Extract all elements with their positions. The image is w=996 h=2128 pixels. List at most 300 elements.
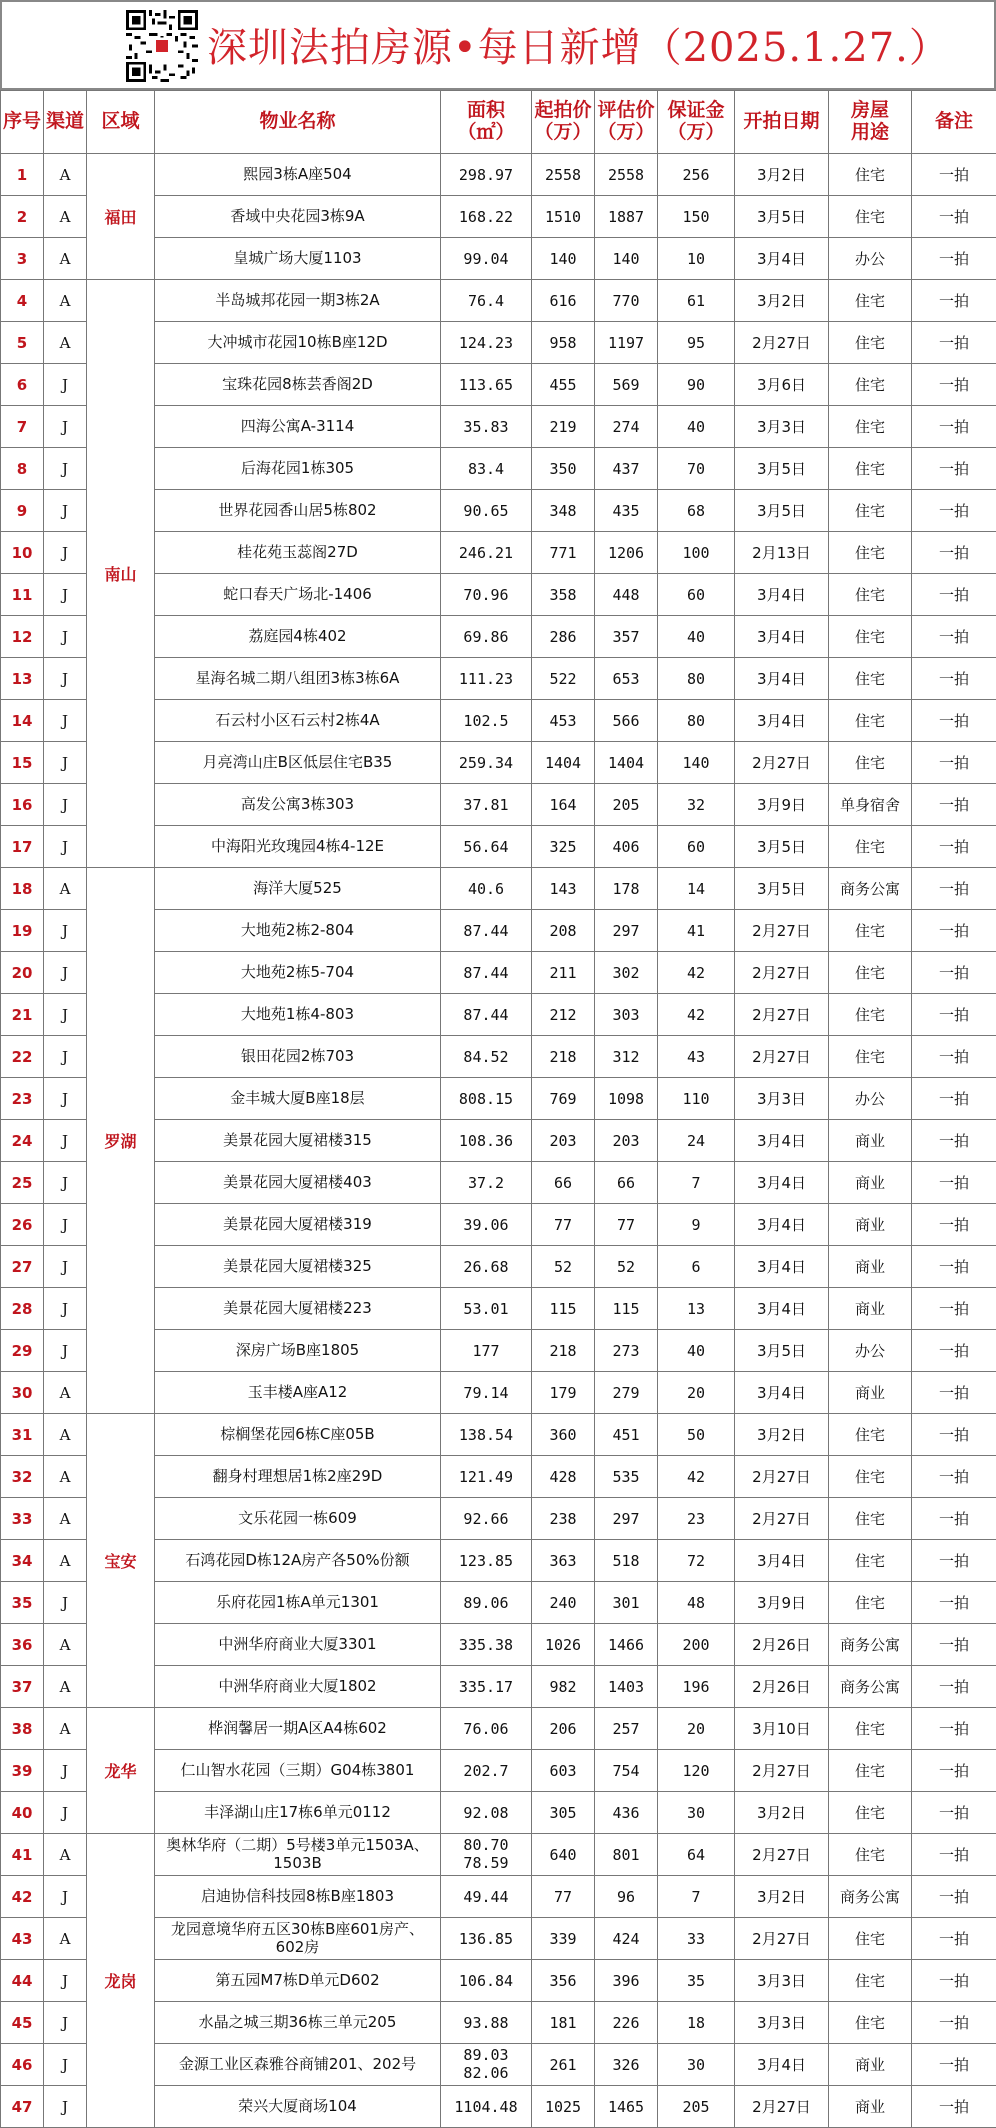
area-cell: 39.06 (441, 1204, 532, 1246)
use-cell: 住宅 (829, 700, 912, 742)
note-cell: 一拍 (912, 1288, 996, 1330)
date-cell: 3月2日 (735, 1876, 829, 1918)
area-cell: 106.84 (441, 1960, 532, 2002)
eval-price-cell: 302 (595, 952, 658, 994)
deposit-cell: 40 (658, 1330, 735, 1372)
note-cell: 一拍 (912, 2044, 996, 2086)
channel-cell: J (44, 910, 87, 952)
property-name-cell: 第五园M7栋D单元D602 (155, 1960, 441, 2002)
seq-cell: 46 (1, 2044, 44, 2086)
property-name-cell: 美景花园大厦裙楼403 (155, 1162, 441, 1204)
eval-price-cell: 66 (595, 1162, 658, 1204)
note-cell: 一拍 (912, 1876, 996, 1918)
header-channel: 渠道 (44, 91, 87, 154)
eval-price-cell: 801 (595, 1834, 658, 1876)
seq-cell: 5 (1, 322, 44, 364)
eval-price-cell: 226 (595, 2002, 658, 2044)
date-cell: 3月4日 (735, 1246, 829, 1288)
start-price-cell: 771 (532, 532, 595, 574)
note-cell: 一拍 (912, 742, 996, 784)
date-cell: 3月3日 (735, 1078, 829, 1120)
eval-price-cell: 274 (595, 406, 658, 448)
eval-price-cell: 140 (595, 238, 658, 280)
date-cell: 3月5日 (735, 490, 829, 532)
start-price-cell: 325 (532, 826, 595, 868)
date-cell: 2月27日 (735, 952, 829, 994)
deposit-cell: 42 (658, 994, 735, 1036)
channel-cell: J (44, 1750, 87, 1792)
property-name-cell: 大地苑2栋2-804 (155, 910, 441, 952)
channel-cell: A (44, 1834, 87, 1876)
area-cell: 70.96 (441, 574, 532, 616)
header-use (829, 91, 912, 154)
header-use-line2: 用途 (829, 122, 911, 144)
area-cell: 177 (441, 1330, 532, 1372)
eval-price-cell: 312 (595, 1036, 658, 1078)
date-cell: 3月2日 (735, 1414, 829, 1456)
property-name-cell: 桦润馨居一期A区A4栋602 (155, 1708, 441, 1750)
channel-cell: A (44, 868, 87, 910)
start-price-cell: 52 (532, 1246, 595, 1288)
start-price-cell: 958 (532, 322, 595, 364)
date-cell: 2月27日 (735, 910, 829, 952)
use-cell: 商业 (829, 1120, 912, 1162)
property-name-cell: 翻身村理想居1栋2座29D (155, 1456, 441, 1498)
use-cell: 住宅 (829, 1456, 912, 1498)
eval-price-cell: 448 (595, 574, 658, 616)
area-cell: 93.88 (441, 2002, 532, 2044)
start-price-cell: 211 (532, 952, 595, 994)
table-body (1, 154, 996, 2128)
seq-cell: 44 (1, 1960, 44, 2002)
area-cell: 89.06 (441, 1582, 532, 1624)
use-cell: 住宅 (829, 574, 912, 616)
deposit-cell: 41 (658, 910, 735, 952)
start-price-cell: 203 (532, 1120, 595, 1162)
use-cell: 住宅 (829, 826, 912, 868)
region-cell: 罗湖 (87, 868, 155, 1414)
date-cell: 3月4日 (735, 2044, 829, 2086)
area-cell: 168.22 (441, 196, 532, 238)
deposit-cell: 40 (658, 406, 735, 448)
seq-cell: 3 (1, 238, 44, 280)
property-name-cell: 中海阳光玫瑰园4栋4-12E (155, 826, 441, 868)
note-cell: 一拍 (912, 1708, 996, 1750)
deposit-cell: 20 (658, 1708, 735, 1750)
property-name-cell: 文乐花园一栋609 (155, 1498, 441, 1540)
date-cell: 3月2日 (735, 1792, 829, 1834)
eval-price-cell: 52 (595, 1246, 658, 1288)
listing-table (0, 90, 996, 2128)
property-name-cell: 乐府花园1栋A单元1301 (155, 1582, 441, 1624)
note-cell: 一拍 (912, 448, 996, 490)
date-cell: 2月27日 (735, 994, 829, 1036)
deposit-cell: 6 (658, 1246, 735, 1288)
table-row (1, 868, 996, 910)
note-cell: 一拍 (912, 1666, 996, 1708)
note-cell: 一拍 (912, 196, 996, 238)
property-name-cell: 大地苑2栋5-704 (155, 952, 441, 994)
date-cell: 2月27日 (735, 1498, 829, 1540)
header-deposit-line1: 保证金 (658, 100, 734, 122)
start-price-cell: 1510 (532, 196, 595, 238)
area-line2: 78.59 (441, 1855, 531, 1872)
region-cell: 南山 (87, 280, 155, 868)
eval-price-cell: 437 (595, 448, 658, 490)
date-cell: 2月27日 (735, 742, 829, 784)
property-name-cell: 桂花苑玉蕊阁27D (155, 532, 441, 574)
header-name: 物业名称 (155, 91, 441, 154)
eval-price-cell: 1403 (595, 1666, 658, 1708)
eval-price-cell: 1098 (595, 1078, 658, 1120)
start-price-cell: 363 (532, 1540, 595, 1582)
property-name-cell: 宝珠花园8栋芸香阁2D (155, 364, 441, 406)
area-cell: 83.4 (441, 448, 532, 490)
deposit-cell: 30 (658, 2044, 735, 2086)
use-cell: 商务公寓 (829, 868, 912, 910)
start-price-cell: 286 (532, 616, 595, 658)
seq-cell: 35 (1, 1582, 44, 1624)
channel-cell: A (44, 1666, 87, 1708)
use-cell: 商业 (829, 2044, 912, 2086)
deposit-cell: 60 (658, 574, 735, 616)
channel-cell: J (44, 994, 87, 1036)
seq-cell: 42 (1, 1876, 44, 1918)
date-cell: 3月3日 (735, 406, 829, 448)
property-name-cell: 大地苑1栋4-803 (155, 994, 441, 1036)
date-cell: 3月4日 (735, 1288, 829, 1330)
note-cell: 一拍 (912, 364, 996, 406)
area-cell: 102.5 (441, 700, 532, 742)
table-row (1, 1414, 996, 1456)
date-cell: 3月4日 (735, 616, 829, 658)
deposit-cell: 200 (658, 1624, 735, 1666)
deposit-cell: 23 (658, 1498, 735, 1540)
header-eval-line2: （万） (595, 122, 657, 144)
property-name-cell: 美景花园大厦裙楼223 (155, 1288, 441, 1330)
property-name-cell: 蛇口春天广场北-1406 (155, 574, 441, 616)
area-cell: 69.86 (441, 616, 532, 658)
use-cell: 住宅 (829, 448, 912, 490)
date-cell: 2月27日 (735, 1456, 829, 1498)
note-cell: 一拍 (912, 1246, 996, 1288)
eval-price-cell: 436 (595, 1792, 658, 1834)
seq-cell: 9 (1, 490, 44, 532)
seq-cell: 21 (1, 994, 44, 1036)
header-deposit-line2: （万） (658, 122, 734, 144)
area-cell: 84.52 (441, 1036, 532, 1078)
area-cell: 111.23 (441, 658, 532, 700)
deposit-cell: 7 (658, 1876, 735, 1918)
eval-price-cell: 396 (595, 1960, 658, 2002)
area-cell: 26.68 (441, 1246, 532, 1288)
channel-cell: J (44, 826, 87, 868)
header-eval-line1: 评估价 (595, 100, 657, 122)
seq-cell: 4 (1, 280, 44, 322)
eval-price-cell: 566 (595, 700, 658, 742)
area-cell: 808.15 (441, 1078, 532, 1120)
deposit-cell: 14 (658, 868, 735, 910)
property-name-cell: 石云村小区石云村2栋4A (155, 700, 441, 742)
deposit-cell: 95 (658, 322, 735, 364)
channel-cell: J (44, 490, 87, 532)
eval-price-cell: 406 (595, 826, 658, 868)
date-cell: 3月3日 (735, 1960, 829, 2002)
deposit-cell: 48 (658, 1582, 735, 1624)
note-cell: 一拍 (912, 952, 996, 994)
date-cell: 3月5日 (735, 826, 829, 868)
eval-price-cell: 653 (595, 658, 658, 700)
table-row (1, 154, 996, 196)
date-cell: 3月4日 (735, 1204, 829, 1246)
use-cell: 住宅 (829, 1834, 912, 1876)
use-cell: 住宅 (829, 322, 912, 364)
date-cell: 2月26日 (735, 1666, 829, 1708)
date-cell: 3月10日 (735, 1708, 829, 1750)
seq-cell: 27 (1, 1246, 44, 1288)
area-cell: 87.44 (441, 952, 532, 994)
deposit-cell: 9 (658, 1204, 735, 1246)
area-cell: 87.44 (441, 994, 532, 1036)
deposit-cell: 72 (658, 1540, 735, 1582)
note-cell: 一拍 (912, 238, 996, 280)
note-cell: 一拍 (912, 1204, 996, 1246)
channel-cell: J (44, 364, 87, 406)
note-cell: 一拍 (912, 1456, 996, 1498)
use-cell: 住宅 (829, 364, 912, 406)
area-cell: 335.17 (441, 1666, 532, 1708)
channel-cell: A (44, 1624, 87, 1666)
eval-price-cell: 1197 (595, 322, 658, 364)
property-name-cell: 大冲城市花园10栋B座12D (155, 322, 441, 364)
use-cell: 办公 (829, 238, 912, 280)
channel-cell: J (44, 1960, 87, 2002)
use-cell: 住宅 (829, 490, 912, 532)
area-cell: 259.34 (441, 742, 532, 784)
seq-cell: 22 (1, 1036, 44, 1078)
seq-cell: 19 (1, 910, 44, 952)
note-cell: 一拍 (912, 280, 996, 322)
channel-cell: J (44, 2044, 87, 2086)
header-area (441, 91, 532, 154)
channel-cell: A (44, 322, 87, 364)
use-cell: 住宅 (829, 952, 912, 994)
area-cell: 92.08 (441, 1792, 532, 1834)
date-cell: 2月27日 (735, 1036, 829, 1078)
seq-cell: 17 (1, 826, 44, 868)
use-cell: 住宅 (829, 1708, 912, 1750)
header (0, 0, 996, 90)
start-price-cell: 640 (532, 1834, 595, 1876)
deposit-cell: 90 (658, 364, 735, 406)
property-name-cell: 月亮湾山庄B区低层住宅B35 (155, 742, 441, 784)
area-cell: 138.54 (441, 1414, 532, 1456)
property-name-cell: 香域中央花园3栋9A (155, 196, 441, 238)
channel-cell: J (44, 574, 87, 616)
deposit-cell: 42 (658, 1456, 735, 1498)
use-cell: 商业 (829, 1162, 912, 1204)
start-price-cell: 218 (532, 1330, 595, 1372)
table-row (1, 1708, 996, 1750)
date-cell: 2月26日 (735, 1624, 829, 1666)
date-cell: 3月4日 (735, 700, 829, 742)
use-cell: 住宅 (829, 742, 912, 784)
channel-cell: A (44, 1372, 87, 1414)
deposit-cell: 13 (658, 1288, 735, 1330)
start-price-cell: 2558 (532, 154, 595, 196)
channel-cell: J (44, 2002, 87, 2044)
use-cell: 商务公寓 (829, 1666, 912, 1708)
channel-cell: J (44, 784, 87, 826)
date-cell: 3月4日 (735, 574, 829, 616)
eval-price-cell: 1465 (595, 2086, 658, 2128)
use-cell: 住宅 (829, 406, 912, 448)
eval-price-cell: 2558 (595, 154, 658, 196)
eval-price-cell: 297 (595, 1498, 658, 1540)
eval-price-cell: 535 (595, 1456, 658, 1498)
channel-cell: A (44, 1414, 87, 1456)
table-row (1, 280, 996, 322)
eval-price-cell: 301 (595, 1582, 658, 1624)
seq-cell: 14 (1, 700, 44, 742)
channel-cell: J (44, 2086, 87, 2128)
area-cell (441, 2044, 532, 2086)
eval-price-cell: 569 (595, 364, 658, 406)
property-name-line2: 1503B (155, 1855, 440, 1872)
region-cell: 宝安 (87, 1414, 155, 1708)
channel-cell: A (44, 1498, 87, 1540)
channel-cell: A (44, 1456, 87, 1498)
eval-price-cell: 115 (595, 1288, 658, 1330)
property-name-cell: 世界花园香山居5栋802 (155, 490, 441, 532)
seq-cell: 43 (1, 1918, 44, 1960)
seq-cell: 24 (1, 1120, 44, 1162)
start-price-cell: 603 (532, 1750, 595, 1792)
header-area-line2: （㎡） (441, 122, 531, 144)
note-cell: 一拍 (912, 1498, 996, 1540)
property-name-cell: 水晶之城三期36栋三单元205 (155, 2002, 441, 2044)
channel-cell: J (44, 1162, 87, 1204)
area-cell: 76.4 (441, 280, 532, 322)
area-cell: 123.85 (441, 1540, 532, 1582)
start-price-cell: 305 (532, 1792, 595, 1834)
seq-cell: 29 (1, 1330, 44, 1372)
property-name-cell: 荔庭园4栋402 (155, 616, 441, 658)
deposit-cell: 50 (658, 1414, 735, 1456)
deposit-cell: 33 (658, 1918, 735, 1960)
note-cell: 一拍 (912, 1372, 996, 1414)
deposit-cell: 196 (658, 1666, 735, 1708)
channel-cell: J (44, 1204, 87, 1246)
channel-cell: A (44, 280, 87, 322)
note-cell: 一拍 (912, 1834, 996, 1876)
deposit-cell: 205 (658, 2086, 735, 2128)
note-cell: 一拍 (912, 1078, 996, 1120)
channel-cell: J (44, 700, 87, 742)
table-row (1, 1834, 996, 1876)
seq-cell: 45 (1, 2002, 44, 2044)
eval-price-cell: 357 (595, 616, 658, 658)
channel-cell: A (44, 1708, 87, 1750)
note-cell: 一拍 (912, 1582, 996, 1624)
eval-price-cell: 205 (595, 784, 658, 826)
eval-price-cell: 1887 (595, 196, 658, 238)
seq-cell: 36 (1, 1624, 44, 1666)
header-use-line1: 房屋 (829, 100, 911, 122)
deposit-cell: 140 (658, 742, 735, 784)
date-cell: 2月27日 (735, 322, 829, 364)
seq-cell: 2 (1, 196, 44, 238)
start-price-cell: 66 (532, 1162, 595, 1204)
date-cell: 3月9日 (735, 1582, 829, 1624)
start-price-cell: 455 (532, 364, 595, 406)
eval-price-cell: 326 (595, 2044, 658, 2086)
channel-cell: J (44, 532, 87, 574)
channel-cell: J (44, 616, 87, 658)
header-area-line1: 面积 (441, 100, 531, 122)
channel-cell: J (44, 448, 87, 490)
channel-cell: J (44, 658, 87, 700)
eval-price-cell: 96 (595, 1876, 658, 1918)
start-price-cell: 238 (532, 1498, 595, 1540)
seq-cell: 37 (1, 1666, 44, 1708)
use-cell: 住宅 (829, 1792, 912, 1834)
start-price-cell: 428 (532, 1456, 595, 1498)
date-cell: 3月4日 (735, 1372, 829, 1414)
eval-price-cell: 1206 (595, 532, 658, 574)
area-cell: 49.44 (441, 1876, 532, 1918)
use-cell: 住宅 (829, 616, 912, 658)
property-name-cell: 半岛城邦花园一期3栋2A (155, 280, 441, 322)
deposit-cell: 32 (658, 784, 735, 826)
use-cell: 住宅 (829, 1498, 912, 1540)
region-cell: 龙岗 (87, 1834, 155, 2128)
start-price-cell: 769 (532, 1078, 595, 1120)
eval-price-cell: 754 (595, 1750, 658, 1792)
start-price-cell: 179 (532, 1372, 595, 1414)
seq-cell: 7 (1, 406, 44, 448)
channel-cell: J (44, 1876, 87, 1918)
start-price-cell: 181 (532, 2002, 595, 2044)
start-price-cell: 1404 (532, 742, 595, 784)
date-cell: 3月5日 (735, 1330, 829, 1372)
eval-price-cell: 1466 (595, 1624, 658, 1666)
eval-price-cell: 424 (595, 1918, 658, 1960)
channel-cell: J (44, 1288, 87, 1330)
property-name-line1: 龙园意境华府五区30栋B座601房产、 (155, 1921, 440, 1938)
use-cell: 商业 (829, 1204, 912, 1246)
start-price-cell: 350 (532, 448, 595, 490)
use-cell: 住宅 (829, 154, 912, 196)
deposit-cell: 7 (658, 1162, 735, 1204)
seq-cell: 23 (1, 1078, 44, 1120)
deposit-cell: 256 (658, 154, 735, 196)
property-name-cell: 玉丰楼A座A12 (155, 1372, 441, 1414)
qr-code-icon (126, 10, 198, 82)
deposit-cell: 40 (658, 616, 735, 658)
date-cell: 2月13日 (735, 532, 829, 574)
deposit-cell: 100 (658, 532, 735, 574)
header-seq: 序号 (1, 91, 44, 154)
header-date: 开拍日期 (735, 91, 829, 154)
use-cell: 住宅 (829, 658, 912, 700)
start-price-cell: 164 (532, 784, 595, 826)
date-cell: 2月27日 (735, 2086, 829, 2128)
eval-price-cell: 1404 (595, 742, 658, 784)
property-name-cell (155, 1834, 441, 1876)
seq-cell: 30 (1, 1372, 44, 1414)
property-name-cell: 美景花园大厦裙楼325 (155, 1246, 441, 1288)
